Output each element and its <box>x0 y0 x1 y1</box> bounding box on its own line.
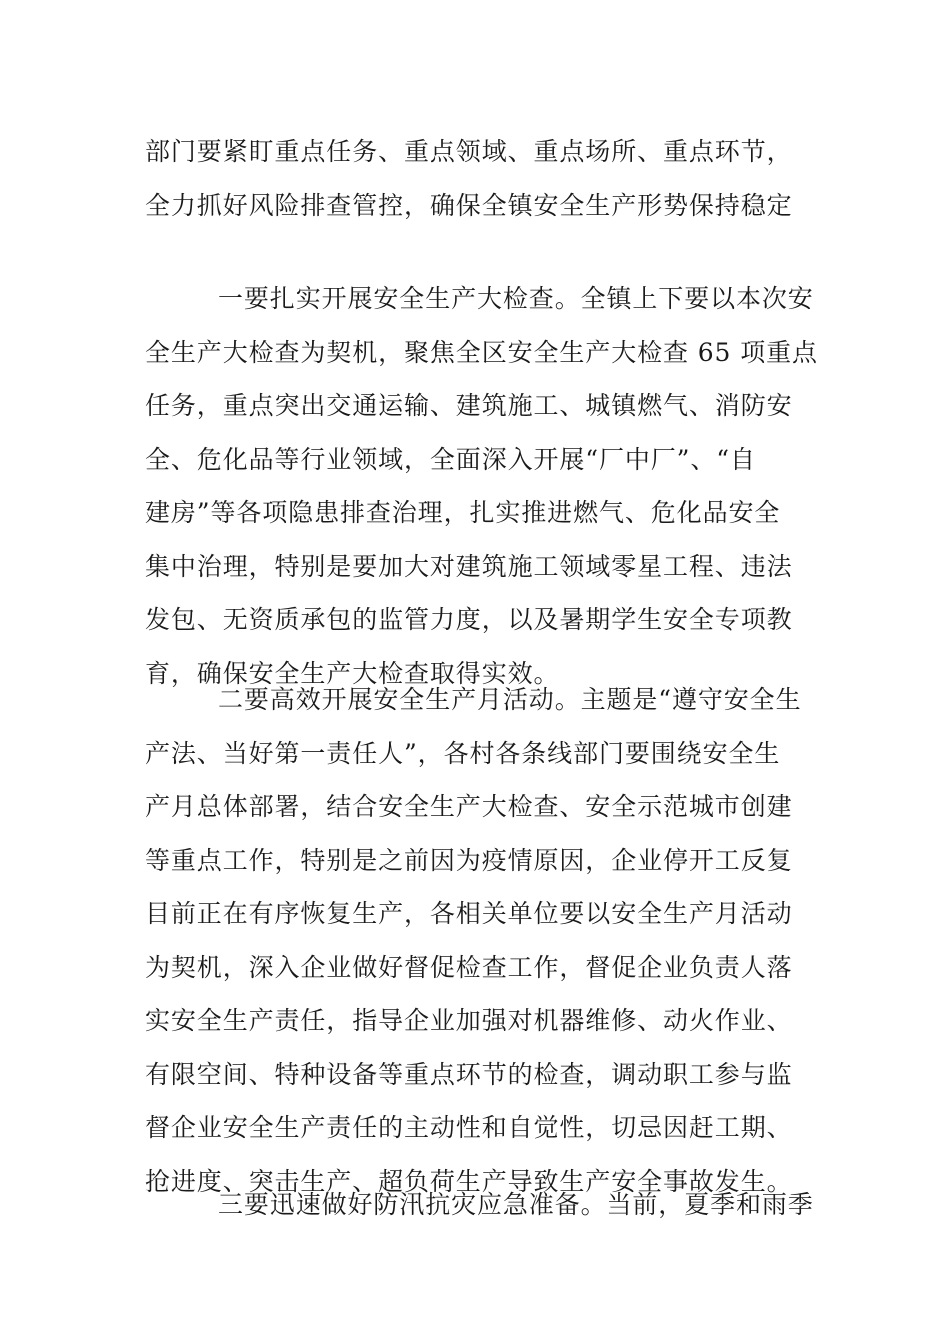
text-line: 发包、无资质承包的监管力度，以及暑期学生安全专项教 <box>145 605 793 634</box>
text-line: 一要扎实开展安全生产大检查。全镇上下要以本次安 <box>218 284 814 313</box>
text-line: 抢进度、突击生产、超负荷生产导致生产安全事故发生。 <box>145 1166 793 1196</box>
paragraph-safety-inspection <box>145 272 818 700</box>
text-line: 建房”等各项隐患排查治理，扎实推进燃气、危化品安全 <box>145 498 781 527</box>
text-line: 有限空间、特种设备等重点环节的检查，调动职工参与监 <box>145 1059 793 1089</box>
text-line: 目前正在有序恢复生产，各相关单位要以安全生产月活动 <box>145 899 793 928</box>
text-line: 实安全生产责任，指导企业加强对机器维修、动火作业、 <box>145 1006 793 1035</box>
text-line: 全生产大检查为契机，聚焦全区安全生产大检查 65 项重点 <box>145 337 818 367</box>
text-line: 产月总体部署，结合安全生产大检查、安全示范城市创建 <box>145 792 793 821</box>
continuation-fragment <box>145 125 810 232</box>
text-line: 育，确保安全生产大检查取得实效。 <box>145 658 560 688</box>
text-line: 部门要紧盯重点任务、重点领域、重点场所、重点环节， <box>145 137 793 166</box>
text-line: 全、危化品等行业领域，全面深入开展“厂中厂”、“自 <box>145 444 756 474</box>
text-line: 产法、当好第一责任人”，各村各条线部门要围绕安全生 <box>145 738 781 768</box>
text-line: 等重点工作，特别是之前因为疫情原因，企业停开工反复 <box>145 845 793 875</box>
text-line: 三要迅速做好防汛抗灾应急准备。当前，夏季和雨季 <box>218 1190 814 1219</box>
text-line: 任务，重点突出交通运输、建筑施工、城镇燃气、消防安 <box>145 391 793 420</box>
text-line: 二要高效开展安全生产月活动。主题是“遵守安全生 <box>218 685 802 714</box>
paragraph-flood-prevention <box>145 1178 814 1232</box>
text-line: 督企业安全生产责任的主动性和自觉性，切忌因赶工期、 <box>145 1113 793 1142</box>
text-line: 全力抓好风险排查管控，确保全镇安全生产形势保持稳定 <box>145 190 793 220</box>
text-line: 集中治理，特别是要加大对建筑施工领域零星工程、违法 <box>145 551 793 581</box>
text-line: 为契机，深入企业做好督促检查工作，督促企业负责人落 <box>145 952 793 982</box>
paragraph-safety-month <box>145 673 810 1208</box>
